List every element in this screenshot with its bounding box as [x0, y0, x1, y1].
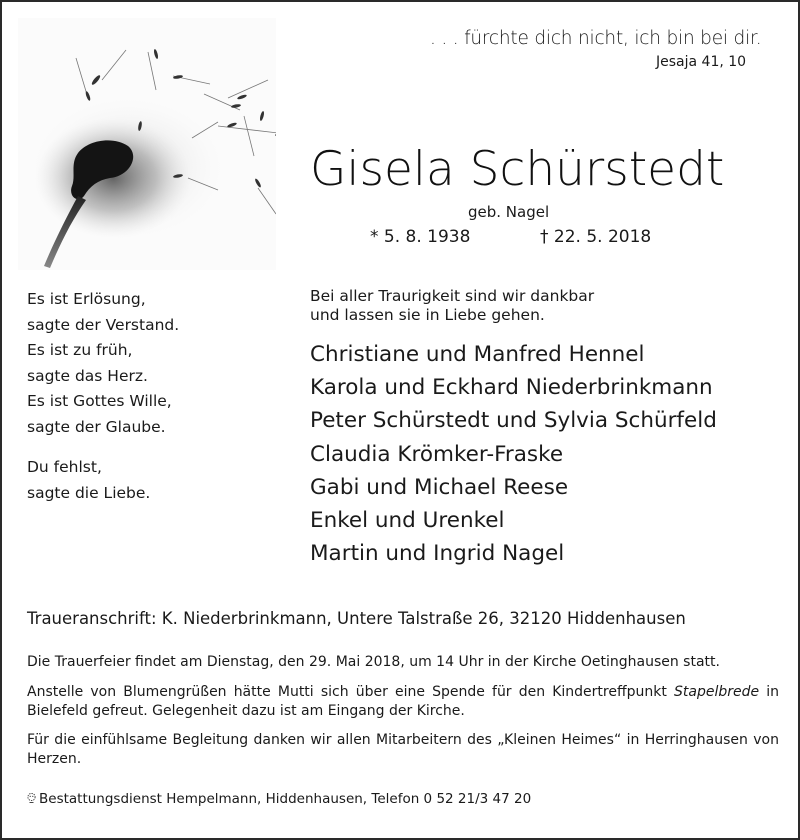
- mourner: Enkel und Urenkel: [310, 508, 505, 534]
- mourner: Martin und Ingrid Nagel: [310, 541, 565, 567]
- poem-line: sagte der Verstand.: [27, 315, 180, 334]
- mourner: Gabi und Michael Reese: [310, 474, 569, 500]
- bible-verse-reference: Jesaja 41, 10: [656, 54, 747, 70]
- bible-verse: . . . fürchte dich nicht, ich bin bei dir.: [430, 28, 762, 49]
- stanza-gap: [27, 440, 179, 455]
- maiden-name: geb. Nagel: [468, 203, 550, 221]
- poem-line: sagte das Herz.: [27, 366, 148, 385]
- thanks-text: [310, 287, 594, 325]
- undertaker-line: [27, 791, 531, 807]
- mourner: Karola und Eckhard Niederbrinkmann: [310, 375, 713, 401]
- mourner: Christiane und Manfred Hennel: [310, 342, 645, 367]
- donation-recipient: Stapelbrede: [673, 684, 760, 700]
- mourner: Peter Schürstedt und Sylvia Schürfeld: [310, 408, 717, 434]
- poem: [27, 287, 179, 506]
- poem-line: sagte der Glaube.: [27, 417, 166, 436]
- donation-info: [27, 683, 779, 721]
- mourner: Claudia Krömker-Fraske: [310, 441, 564, 467]
- deceased-name: Gisela Schürstedt: [310, 142, 725, 197]
- death-date: † 22. 5. 2018: [540, 227, 652, 247]
- birth-date: * 5. 8. 1938: [370, 227, 471, 247]
- funeral-info: Die Trauerfeier findet am Dienstag, den 29. Mai 2018, um 14 Uhr in der Kirche Oetinghausen statt.: [27, 654, 720, 670]
- poem-line: Es ist Erlösung,: [27, 290, 146, 308]
- thanks-line: Bei aller Traurigkeit sind wir dankbar: [310, 287, 595, 305]
- undertaker-text: Bestattungsdienst Hempelmann, Hiddenhausen, Telefon 0 52 21/3 47 20: [39, 791, 532, 807]
- mourning-address: Traueranschrift: K. Niederbrinkmann, Untere Talstraße 26, 32120 Hiddenhausen: [27, 609, 686, 628]
- poem-line: sagte die Liebe.: [27, 483, 151, 502]
- donation-text: in Bielefeld gefreut. Gelegenheit dazu ist am Eingang der Kirche.: [27, 684, 779, 719]
- poem-line: Du fehlst,: [27, 458, 102, 476]
- mourners-list: [310, 338, 717, 570]
- poem-line: Es ist Gottes Wille,: [27, 392, 172, 410]
- gratitude-info: Für die einfühlsame Begleitung danken wir allen Mitarbeitern des „Kleinen Heimes“ in Herringhausen von Herzen.: [27, 732, 779, 767]
- undertaker-logo-icon: [27, 792, 36, 804]
- dandelion-image: [18, 18, 276, 270]
- thanks-line: und lassen sie in Liebe gehen.: [310, 306, 545, 324]
- donation-text: Anstelle von Blumengrüßen hätte Mutti sich über eine Spende für den Kindertreffpunkt: [27, 684, 674, 700]
- poem-line: Es ist zu früh,: [27, 341, 133, 359]
